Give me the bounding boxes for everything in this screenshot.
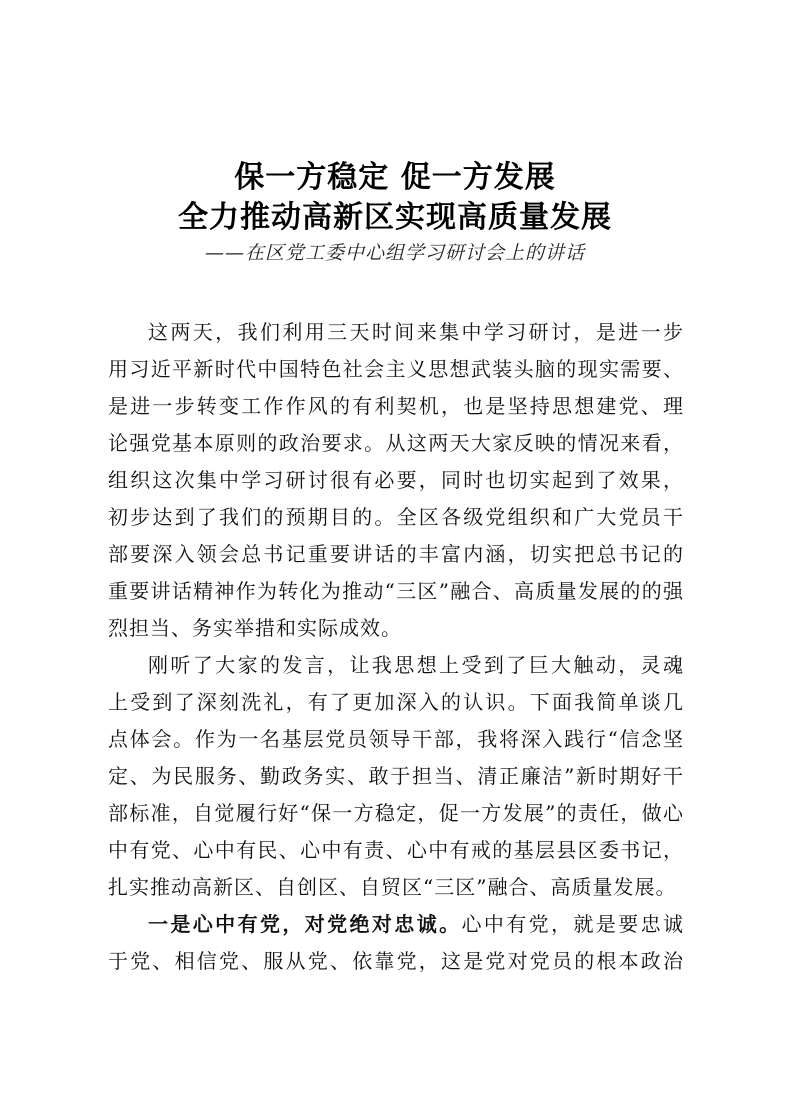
paragraph-line: 于党、相信党、服从党、依靠党，这是党对党员的根本政治 [108,949,684,973]
document-title-line-1: 保一方稳定 促一方发展 [234,160,556,195]
paragraph-line: 初步达到了我们的预期目的。全区各级党组织和广大党员干 [108,505,684,529]
paragraph-line: 上受到了深刻洗礼，有了更加深入的认识。下面我简单谈几 [108,690,684,714]
paragraph-line: 部要深入领会总书记重要讲话的丰富内涵，切实把总书记的 [108,542,684,566]
paragraph-line: 组织这次集中学习研讨很有必要，同时也切实起到了效果， [108,468,684,492]
paragraph-line: 中有党、心中有民、心中有责、心中有戒的基层县区委书记， [108,838,684,862]
document-body [108,314,684,980]
paragraph-line: 重要讲话精神作为转化为推动“三区”融合、高质量发展的的强 [108,579,684,603]
paragraph-line: 定、为民服务、勤政务实、敢于担当、清正廉洁”新时期好干 [108,764,684,788]
title-block [0,158,790,266]
paragraph-line: 是进一步转变工作作风的有利契机，也是坚持思想建党、理 [108,394,684,418]
paragraph-line: 点体会。作为一名基层党员领导干部，我将深入践行“信念坚 [108,727,684,751]
paragraph-1 [108,314,684,647]
document-subtitle: ——在区党工委中心组学习研讨会上的讲话 [204,242,585,264]
paragraph-line: 刚听了大家的发言，让我思想上受到了巨大触动，灵魂 [148,653,684,677]
paragraph-line [108,906,684,943]
paragraph-lead-heading: 一是心中有党，对党绝对忠诚。 [148,912,462,936]
paragraph-line-text: 心中有党，就是要忠诚 [461,912,684,936]
document-title-line-2: 全力推动高新区实现高质量发展 [178,200,612,235]
paragraph-line: 部标准，自觉履行好“保一方稳定，促一方发展”的责任，做心 [108,801,684,825]
paragraph-line: 烈担当、务实举措和实际成效。 [108,616,402,640]
paragraph-3 [108,906,684,980]
paragraph-line: 论强党基本原则的政治要求。从这两天大家反映的情况来看， [108,431,684,455]
paragraph-line: 扎实推动高新区、自创区、自贸区“三区”融合、高质量发展。 [108,875,677,899]
paragraph-2 [108,647,684,906]
paragraph-line: 这两天，我们利用三天时间来集中学习研讨，是进一步 [148,320,684,344]
paragraph-line: 用习近平新时代中国特色社会主义思想武装头脑的现实需要、 [108,357,684,381]
